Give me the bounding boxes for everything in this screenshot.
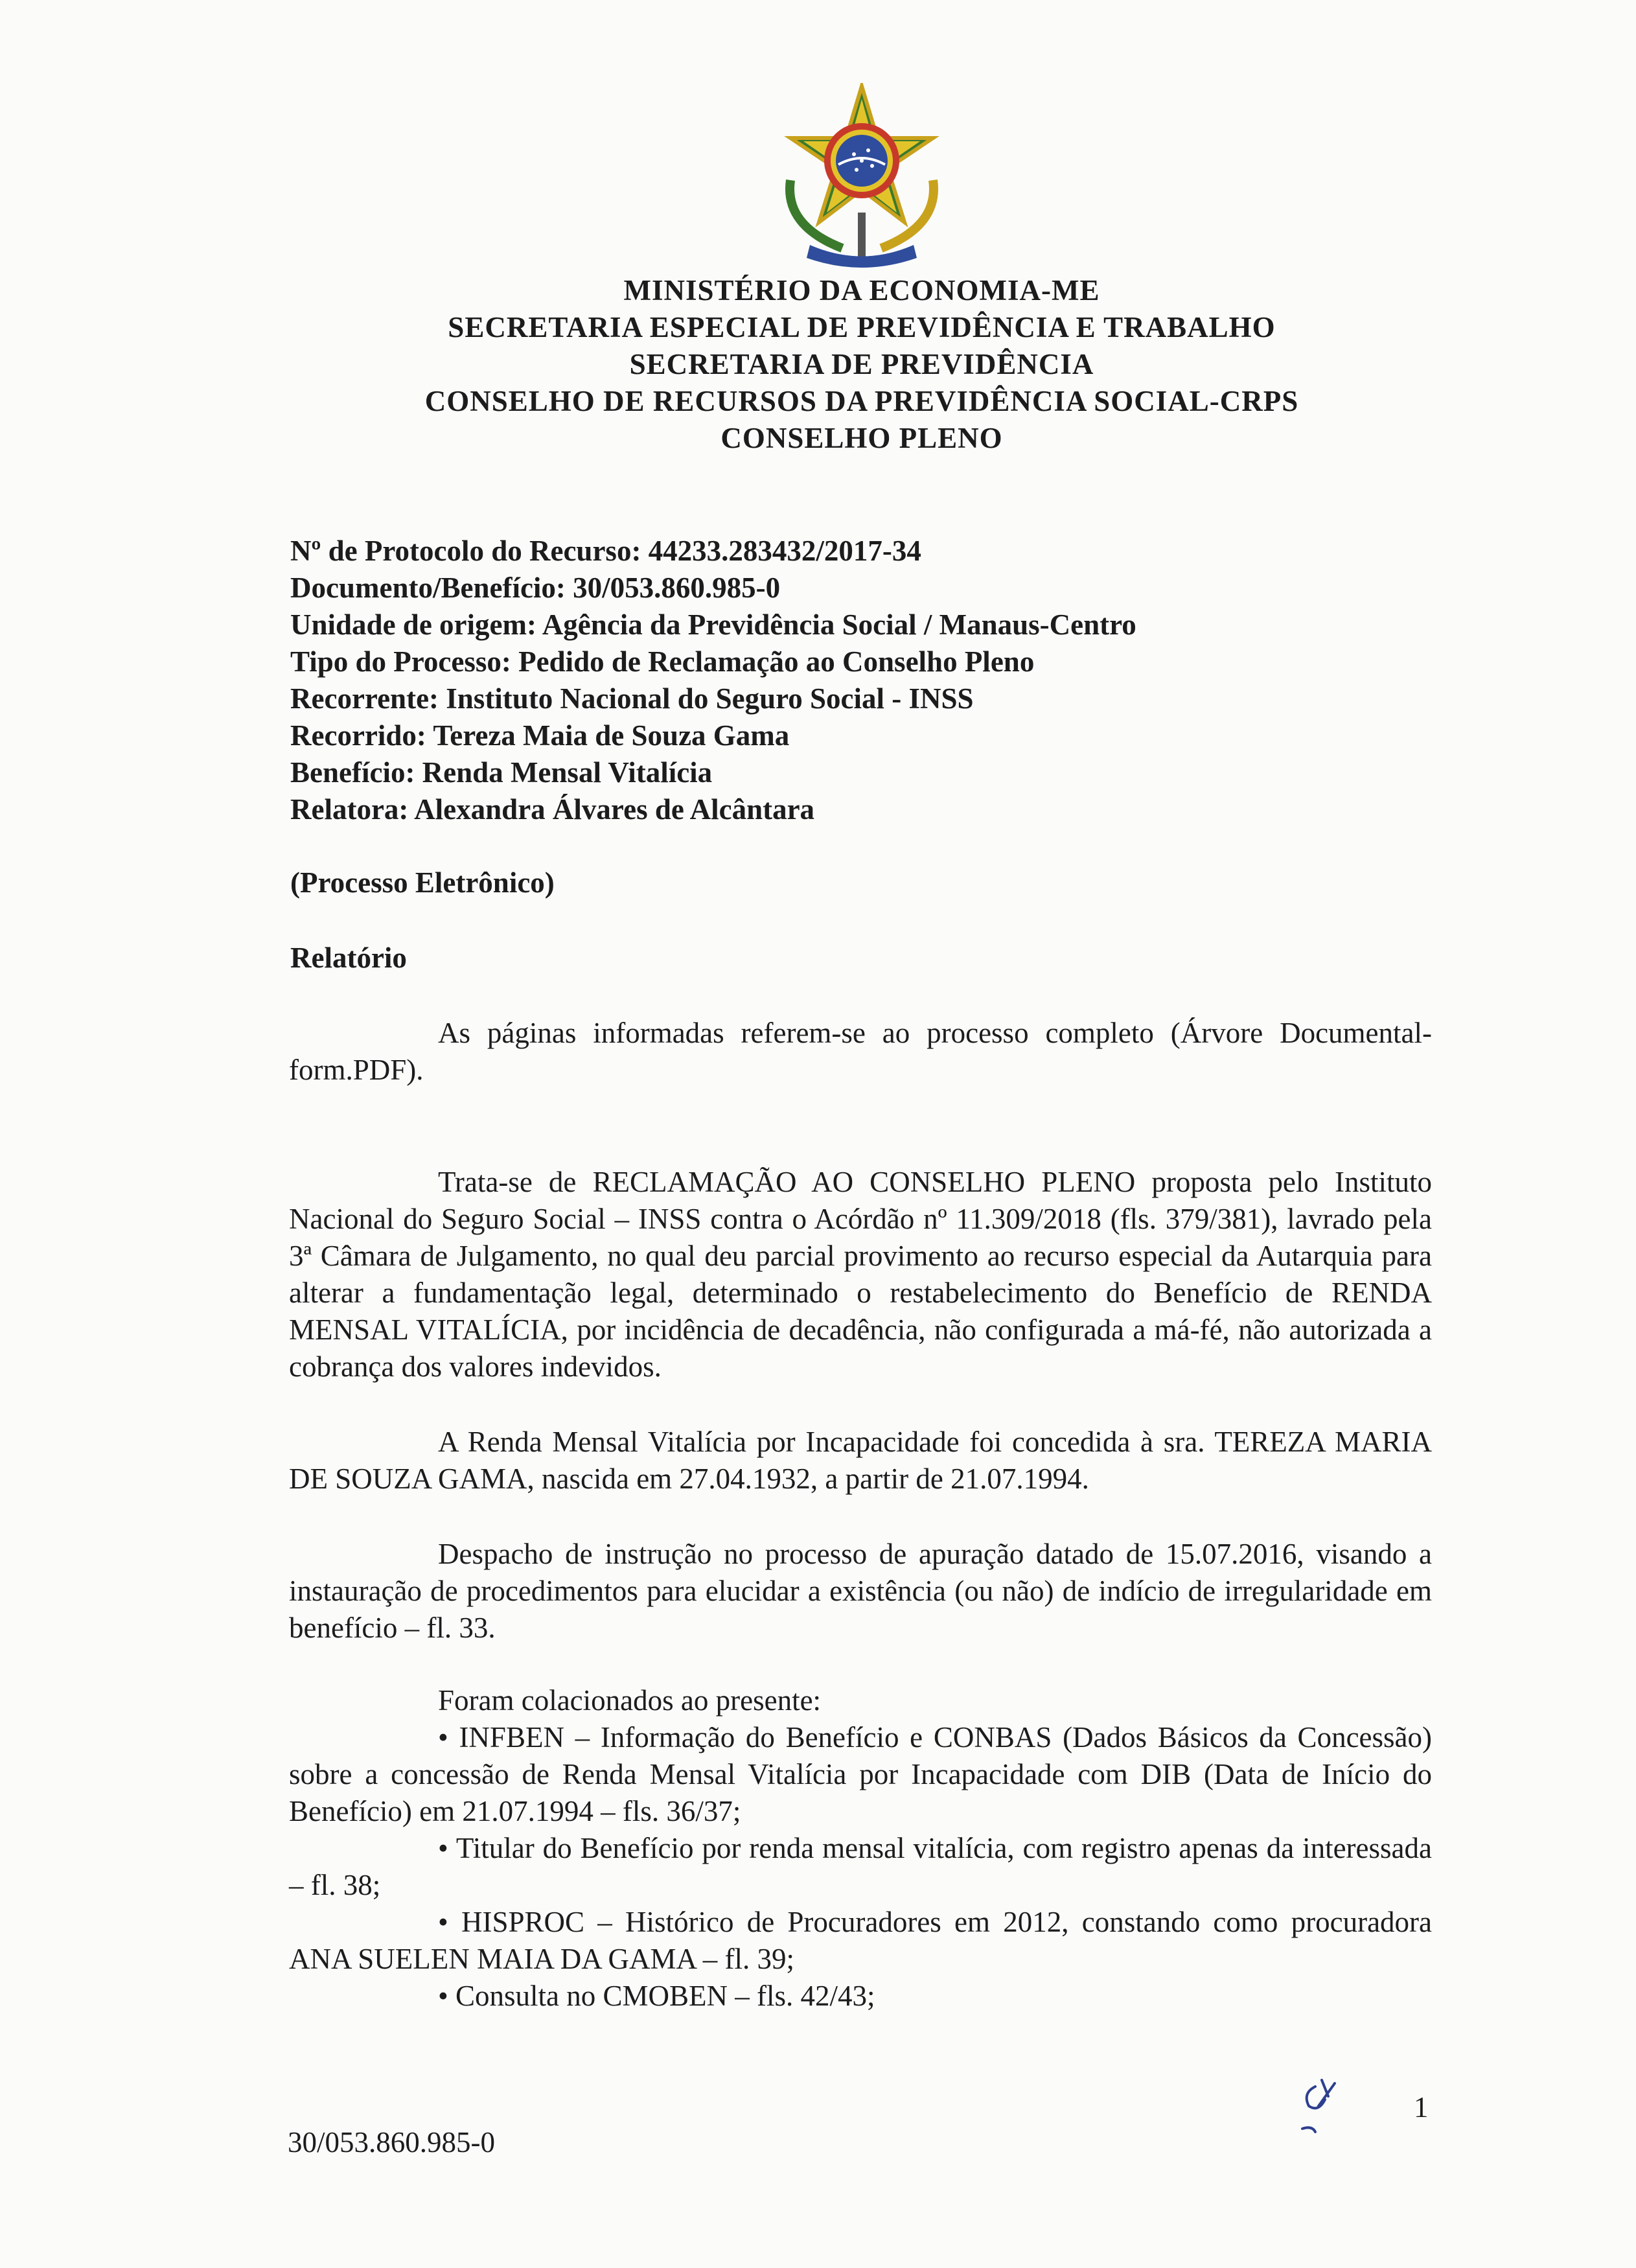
list-item: • Consulta no CMOBEN – fls. 42/43; xyxy=(438,1980,875,2012)
header-ministry: MINISTÉRIO DA ECONOMIA-ME xyxy=(623,274,1100,307)
list-intro: Foram colacionados ao presente: xyxy=(438,1684,822,1717)
paragraph-benefit-grant: A Renda Mensal Vitalícia por Incapacidade foi concedida à sra. TEREZA MARIA DE SOUZA GAMA, nascida em 27.04.1932, a partir de 21.07.1994. xyxy=(289,1426,1432,1495)
meta-appellee: Recorrido: Tereza Maia de Souza Gama xyxy=(290,719,790,752)
paragraph-complaint: Trata-se de RECLAMAÇÃO AO CONSELHO PLENO proposta pelo Instituto Nacional do Seguro Social – INSS contra o Acórdão nº 11.309/2018 (fls. 379/381), lavrado pela 3ª Câmara de Julgamento, no qual deu parcial provimento ao recurso especial da Autarquia para alterar a fundamentação legal, determinado o restabelecimento do Benefício de RENDA MENSAL VITALÍCIA, por incidência de decadência, não configurada a má-fé, não autorizada a cobrança dos valores indevidos. xyxy=(289,1166,1432,1383)
handwritten-initials-icon xyxy=(1289,2067,1348,2138)
electronic-process-label: (Processo Eletrônico) xyxy=(290,866,555,899)
header-plenary: CONSELHO PLENO xyxy=(720,422,1003,454)
meta-rapporteur: Relatora: Alexandra Álvares de Alcântara xyxy=(290,793,815,826)
list-item: • Titular do Benefício por renda mensal vitalícia, com registro apenas da interessada – fl. 38; xyxy=(289,1832,1432,1901)
meta-document: Documento/Benefício: 30/053.860.985-0 xyxy=(290,572,781,604)
footer-document-number: 30/053.860.985-0 xyxy=(288,2126,495,2158)
paragraph-instruction-order: Despacho de instrução no processo de apuração datado de 15.07.2016, visando a instauração de procedimentos para elucidar a existência (ou não) de indício de irregularidade em benefício – fl. 33. xyxy=(289,1538,1432,1644)
header-secretariat: SECRETARIA DE PREVIDÊNCIA xyxy=(629,348,1094,380)
list-item: • INFBEN – Informação do Benefício e CONBAS (Dados Básicos da Concessão) sobre a concessão de Renda Mensal Vitalícia por Incapacidade com DIB (Data de Início do Benefício) em 21.07.1994 – fls. 36/37; xyxy=(289,1721,1432,1827)
header-secretariat-special: SECRETARIA ESPECIAL DE PREVIDÊNCIA E TRABALHO xyxy=(448,311,1276,343)
attachments-list xyxy=(289,1682,1432,2015)
meta-benefit: Benefício: Renda Mensal Vitalícia xyxy=(290,756,713,789)
paragraph-pages-info: As páginas informadas referem-se ao processo completo (Árvore Documental-form.PDF). xyxy=(289,1017,1432,1086)
meta-origin-unit: Unidade de origem: Agência da Previdência Social / Manaus-Centro xyxy=(290,608,1136,641)
meta-protocol: Nº de Protocolo do Recurso: 44233.283432/2017-34 xyxy=(290,535,921,567)
header-council: CONSELHO DE RECURSOS DA PREVIDÊNCIA SOCIAL-CRPS xyxy=(424,385,1299,417)
document-header xyxy=(0,272,1636,457)
meta-appellant: Recorrente: Instituto Nacional do Seguro Social - INSS xyxy=(290,682,974,715)
meta-process-type: Tipo do Processo: Pedido de Reclamação ao Conselho Pleno xyxy=(290,645,1035,678)
case-metadata xyxy=(290,533,1457,828)
brazil-coat-of-arms-icon xyxy=(771,83,952,271)
list-item: • HISPROC – Histórico de Procuradores em 2012, constando como procuradora ANA SUELEN MAIA DA GAMA – fl. 39; xyxy=(289,1906,1432,1975)
report-heading: Relatório xyxy=(290,942,407,974)
page-number: 1 xyxy=(1414,2091,1429,2123)
